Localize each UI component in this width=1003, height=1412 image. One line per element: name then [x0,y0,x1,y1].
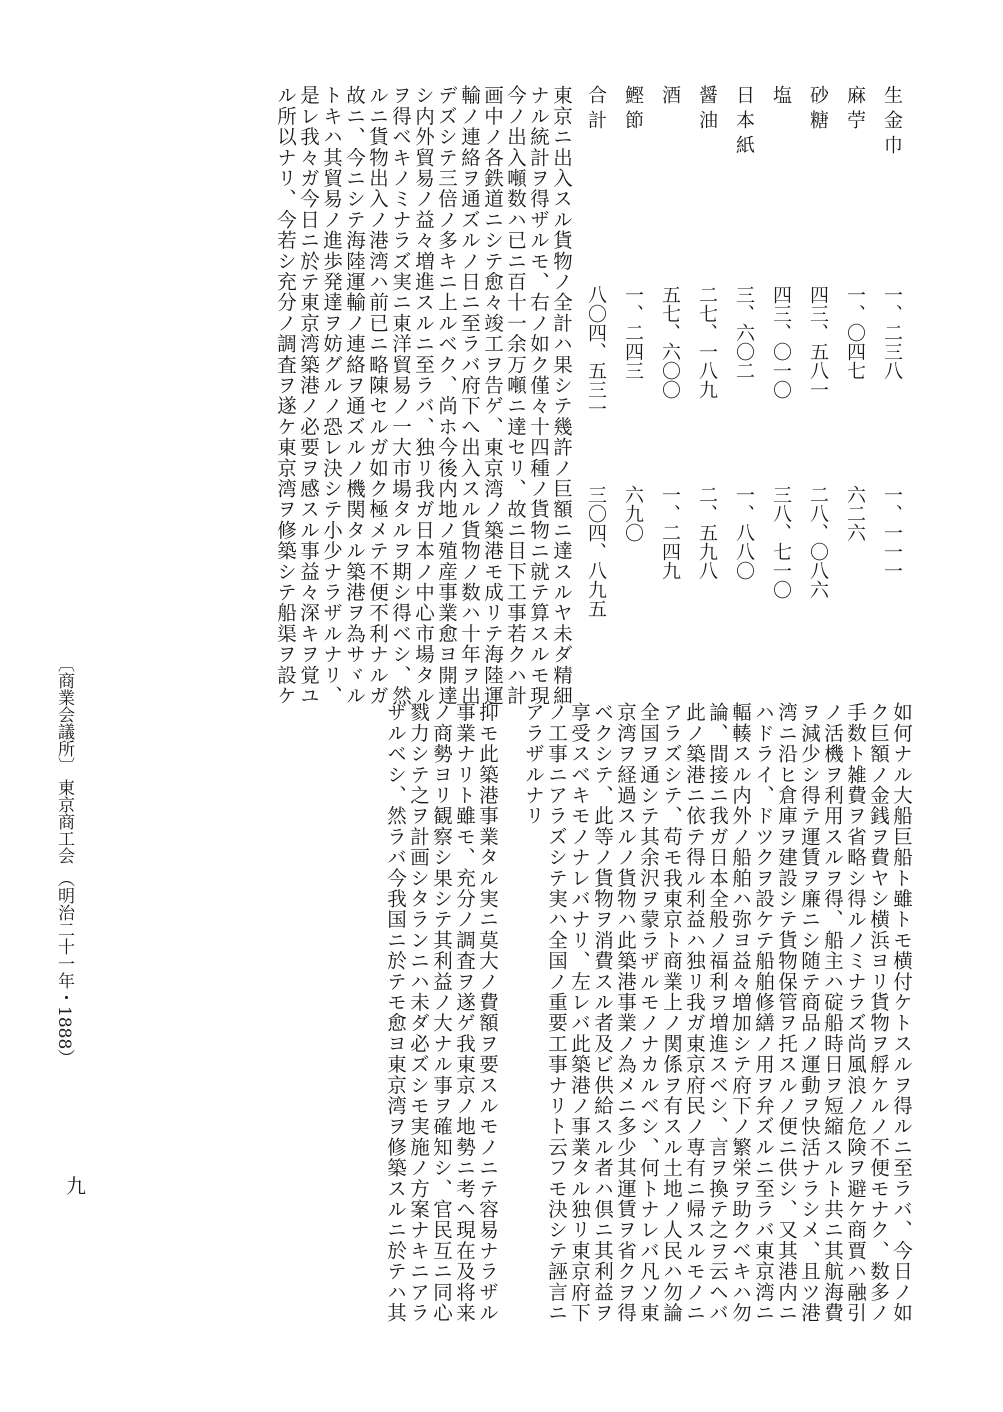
text-line: 如何ナル大船巨船ト雖トモ横付ケトスルヲ得ルニ至ラバ、今日ノ如 [890,702,913,1323]
commodity-name: 醤油 [696,85,718,135]
commodity-value-1: 四三、五八一 [807,285,829,399]
commodity-value-1: 八〇四、五三一 [585,285,607,418]
commodity-value-2: 一、一一一 [881,485,903,580]
commodity-name: 麻苧 [844,85,866,135]
text-line: ハドライ、ドツクヲ設ケテ船舶修繕ノ用ヲ弁ズルニ至ラバ東京湾ニ [752,702,775,1323]
commodity-value-2: 一、二四九 [659,485,681,580]
text-line: ナル統計ヲ得ザルモ、右ノ如ク僅々十四種ノ貨物ニ就テ算スルモ現 [527,85,550,706]
commodity-value-1: 三、六〇二 [733,285,755,380]
text-line: 是レ我々ガ今日ニ於テ東京湾築港ノ必要ヲ感スル事益々深キヲ覚ユ [297,85,320,706]
table-row [763,85,797,645]
commodity-table [578,85,908,645]
text-line: 此ノ築港ニ依テ得ル利益ハ独リ我ガ東京府民ノ専有ニ帰スルモノニ [683,702,706,1323]
source-footer [27,655,75,1066]
text-line: ノ工事ニアラズシテ実ハ全国ノ重要工事ナリト云フモ決シテ誣言ニ [545,702,568,1323]
text-line: 全国ヲ通シテ其余沢ヲ蒙ラザルモノナカルベシ、何トナレバ凡ソ東 [637,702,660,1323]
commodity-value-2: 一、八八〇 [733,485,755,580]
commodity-name: 合計 [585,85,607,135]
commodity-name: 日本紙 [733,85,755,160]
table-row [874,85,908,645]
commodity-value-2: 三〇四、八九五 [585,485,607,618]
commodity-value-1: 一、〇四七 [844,285,866,380]
text-line: トキハ其貿易ノ進歩発達ヲ妨グルノ恐レ決シテ小少ナラザルナリ、 [320,85,343,706]
text-line: ノ商勢ヨリ観察シ果シテ其利益ノ大ナル事ヲ確知シ、官民互ニ同心 [430,702,453,1323]
commodity-name: 塩 [770,85,792,110]
text-line: 故ニ、今ニシテ海陸運輸ノ連絡ヲ通ズルノ機関タル築港ヲ為サヾル [343,85,366,706]
table-row [615,85,649,645]
text-line: アラズシテ、苟モ我東京ト商業上ノ関係ヲ有スル土地ノ人民ハ勿論 [660,702,683,1323]
text-line: 事業ナリト雖モ、充分ノ調査ヲ遂ゲ我東京ノ地勢ニ考ヘ現在及将来 [453,702,476,1323]
table-row-total [578,85,612,645]
text-line: シ内外貿易ノ益々増進スルニ至ラバ、独リ我ガ日本ノ中心市場タル [412,85,435,706]
commodity-value-2: 六九〇 [622,485,644,542]
lower-prose [384,702,913,1322]
commodity-value-2: 三八、七一〇 [770,485,792,599]
footer-date: （明治二十一年・1888） [54,869,74,1067]
text-line: 輸ノ連絡ヲ通ズルノ日ニ至ラバ府下へ出入スル貨物ノ数ハ十年ヲ出 [458,85,481,706]
commodity-name: 酒 [659,85,681,110]
text-line: 東京ニ出入スル貨物ノ全計ハ果シテ幾許ノ巨額ニ達スルヤ未ダ精細 [550,85,573,706]
text-line: 京湾ヲ経過スルノ貨物ハ此築港事業ノ為メニ多少其運賃ヲ省クヲ得 [614,702,637,1323]
text-line: 今ノ出入噸数ハ已ニ百十一余万噸ニ達セリ、故ニ目下工事若クハ計 [504,85,527,706]
text-line: 享受スベキモノナレバナリ、左レバ此築港ノ事業タル独リ東京府下 [568,702,591,1323]
table-row [726,85,760,645]
commodity-name: 鰹節 [622,85,644,135]
commodity-value-2: 六二六 [844,485,866,542]
commodity-value-1: 一、二三八 [881,285,903,380]
paragraph-gap [499,702,522,1322]
commodity-value-1: 五七、六〇〇 [659,285,681,399]
text-line: ヲ減少シ得テ運賃ヲ廉ニシ随テ商品ノ運動ヲ快活ナラシメ、且ツ港 [798,702,821,1323]
commodity-value-2: 二、五九八 [696,485,718,580]
text-line: 論、間接ニ我ガ日本全般ノ福利ヲ増進スベシ、言ヲ換テ之ヲ云ヘバ [706,702,729,1323]
table-row [837,85,871,645]
text-line: デズシテ三倍ノ多キニ上ルベク、尚ホ今後内地ノ殖産事業愈ヨ開達 [435,85,458,706]
text-line: ヲ得ベキノミナラズ実ニ東洋貿易ノ一大市場タルヲ期シ得ベシ、然 [389,85,412,706]
text-line: ベクシテ、此等ノ貨物ヲ消費スル者及ビ供給スル者ハ倶ニ其利益ヲ [591,702,614,1323]
table-row [689,85,723,645]
table-row [652,85,686,645]
text-line: 湾ニ沿ヒ倉庫ヲ建設シテ貨物保管ヲ托スルノ便ニ供シ、又其港内ニ [775,702,798,1323]
text-line: 戮力シテ之ヲ計画シタランニハ未ダ必ズシモ実施ノ方案ナキニアラ [407,702,430,1323]
upper-prose [274,85,573,706]
text-line: アラザルナリ [522,702,545,827]
commodity-value-2: 二八、〇八六 [807,485,829,599]
text-line: 画中ノ各鉄道ニシテ愈々竣工ヲ告ゲ、東京湾ノ築港モ成リテ海陸運 [481,85,504,706]
table-row [800,85,834,645]
text-line: ノ活機ヲ利用スルヲ得、船主ハ碇船時日ヲ短縮スルト共ニ其航海費 [821,702,844,1323]
footer-publisher: 東京商工会 [54,779,74,865]
page-number: 九 [66,1174,86,1198]
text-line: ル所以ナリ、今若シ充分ノ調査ヲ遂ケ東京湾ヲ修築シテ船渠ヲ設ケ [274,85,297,706]
commodity-value-1: 四三、〇一〇 [770,285,792,399]
commodity-name: 生金巾 [881,85,903,160]
commodity-name: 砂糖 [807,85,829,135]
text-line: ク巨額ノ金銭ヲ費ヤシ横浜ヨリ貨物ヲ艀ケルノ不便モナク、数多ノ [867,702,890,1323]
text-line: 抑モ此築港事業タル実ニ莫大ノ費額ヲ要スルモノニテ容易ナラザル [476,702,499,1323]
text-line: ルニ貨物出入ノ港湾ハ前已ニ略陳セルガ如ク極メテ不便不利ナルガ [366,85,389,706]
commodity-value-1: 一、二四三 [622,285,644,380]
footer-source: 〔商業会議所〕 [54,655,74,774]
text-line: 手数ト雑費ヲ省略シ得ルノミナラズ尚風浪ノ危険ヲ避ケ商賈ハ融引 [844,702,867,1323]
text-line: 輻輳スル内外ノ船舶ハ弥ヨ益々増加シテ府下ノ繁栄ヲ助クベキハ勿 [729,702,752,1323]
commodity-value-1: 二七、一八九 [696,285,718,399]
text-line: ザルベシ、然ラバ今我国ニ於テモ愈ヨ東京湾ヲ修築スルニ於テハ其 [384,702,407,1323]
